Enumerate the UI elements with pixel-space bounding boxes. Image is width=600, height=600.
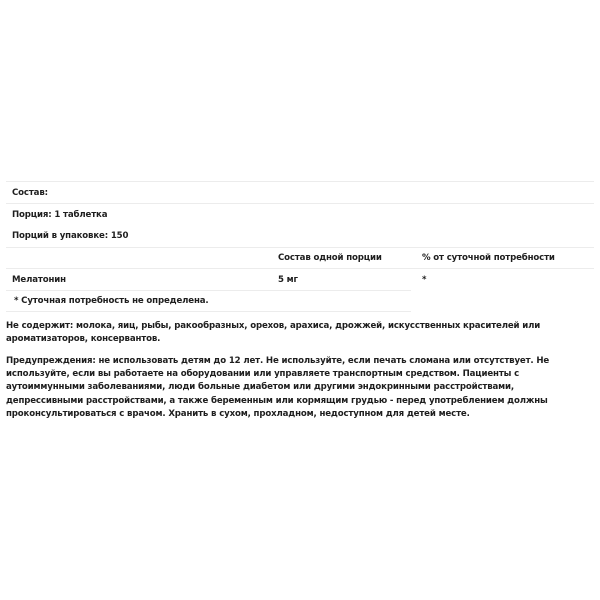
serving-size: Порция: 1 таблетка [12, 210, 108, 220]
warnings-text: Предупреждения: не использовать детям до 12 лет. Не используйте, если печать сломана или отсутствует. Не используйте, если вы работаете на оборудовании или управляете транспортным средством. Пациенты с аутоиммунными заболеваниями, люди больные диабетом или другими эндокринными расстройствами, депрессивными расстройствами, а также беременным или кормящим грудью - перед употреблением должны проконсультироваться с врачом. Хранить в сухом, прохладном, недоступном для детей месте. [6, 356, 550, 419]
ingredient-amount: 5 мг [278, 275, 298, 285]
serving-size-row [6, 203, 594, 225]
ingredient-name: Мелатонин [12, 275, 66, 285]
table-header-row [6, 247, 594, 268]
supplement-title: Состав: [12, 188, 48, 198]
title-row [6, 181, 594, 203]
footnote-row [6, 290, 411, 312]
supplement-facts-table [6, 181, 594, 312]
free-from-text: Не содержит: молока, яиц, рыбы, ракообразных, орехов, арахиса, дрожжей, искусственных красителей или ароматизаторов, консервантов. [6, 321, 541, 345]
ingredient-daily-value: * [422, 275, 427, 285]
servings-per-container-row [6, 225, 594, 247]
amount-column-header: Состав одной порции [278, 253, 382, 263]
daily-value-column-header: % от суточной потребности [422, 253, 555, 263]
daily-value-footnote: * Суточная потребность не определена. [14, 296, 209, 306]
servings-per-container: Порций в упаковке: 150 [12, 231, 129, 241]
table-row [6, 268, 594, 290]
